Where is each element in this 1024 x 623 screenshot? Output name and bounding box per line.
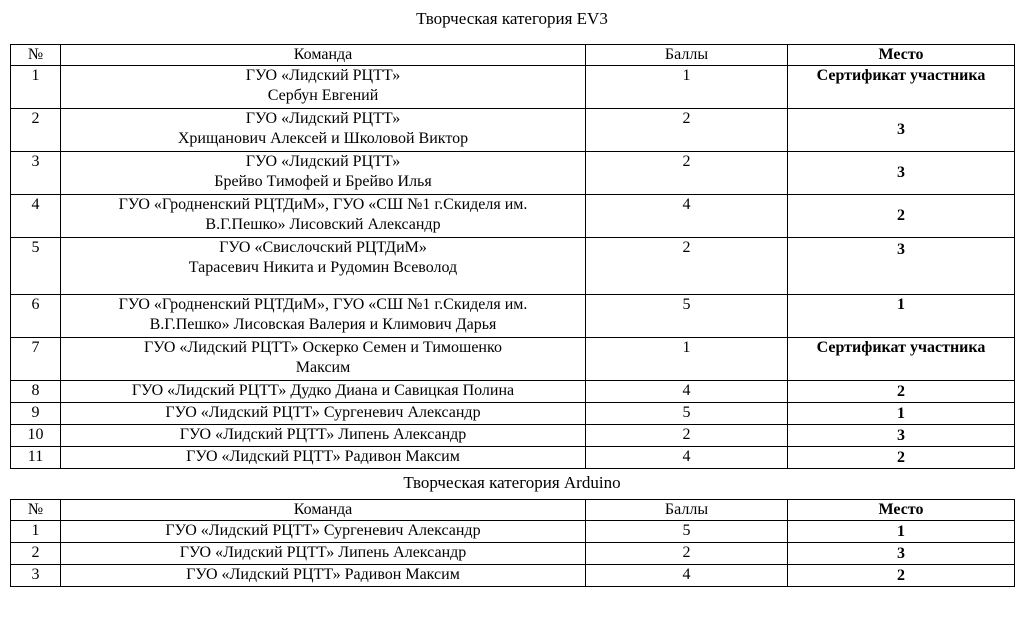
table-row — [11, 543, 1015, 565]
row-num: 1 — [11, 66, 61, 109]
row-team — [61, 521, 586, 543]
row-score: 5 — [586, 403, 788, 425]
row-place: 2 — [788, 195, 1015, 238]
team-line: ГУО «Свислочский РЦТДиМ» — [219, 239, 427, 256]
row-score: 4 — [586, 447, 788, 469]
row-place: 3 — [788, 238, 1015, 295]
row-num: 10 — [11, 425, 61, 447]
row-team — [61, 109, 586, 152]
row-num: 5 — [11, 238, 61, 295]
team-line: ГУО «Лидский РЦТТ» Сургеневич Александр — [165, 522, 481, 539]
table-row — [11, 403, 1015, 425]
team-line: ГУО «Лидский РЦТТ» Липень Александр — [179, 426, 467, 443]
header-team: Команда — [61, 45, 586, 66]
row-num: 4 — [11, 195, 61, 238]
row-score: 2 — [586, 238, 788, 295]
row-num: 2 — [11, 109, 61, 152]
row-team — [61, 295, 586, 338]
row-team — [61, 195, 586, 238]
row-team — [61, 565, 586, 587]
row-num: 3 — [11, 565, 61, 587]
row-team — [61, 338, 586, 381]
row-score: 2 — [586, 152, 788, 195]
row-score: 4 — [586, 381, 788, 403]
row-num: 2 — [11, 543, 61, 565]
document-page — [10, 6, 1014, 587]
table-row — [11, 425, 1015, 447]
row-score: 2 — [586, 109, 788, 152]
row-team — [61, 381, 586, 403]
row-place: 3 — [788, 425, 1015, 447]
row-place: 2 — [788, 381, 1015, 403]
row-place: 3 — [788, 109, 1015, 152]
team-line: ГУО «Гродненский РЦТДиМ», ГУО «СШ №1 г.Скиделя им. — [118, 196, 528, 213]
header-score: Баллы — [586, 500, 788, 521]
row-team — [61, 152, 586, 195]
row-num: 6 — [11, 295, 61, 338]
team-line: ГУО «Лидский РЦТТ» — [245, 153, 401, 170]
row-place: 1 — [788, 521, 1015, 543]
row-score: 4 — [586, 565, 788, 587]
table-row — [11, 381, 1015, 403]
header-num: № — [11, 45, 61, 66]
team-line: ГУО «Лидский РЦТТ» Дудко Диана и Савицкая Полина — [131, 382, 515, 399]
row-team — [61, 238, 586, 295]
row-team — [61, 66, 586, 109]
section-title-arduino: Творческая категория Arduino — [403, 473, 621, 492]
row-score: 1 — [586, 66, 788, 109]
row-score: 4 — [586, 195, 788, 238]
row-num: 11 — [11, 447, 61, 469]
row-num: 7 — [11, 338, 61, 381]
table-row — [11, 338, 1015, 381]
table-row — [11, 152, 1015, 195]
header-score: Баллы — [586, 45, 788, 66]
table-header-row — [11, 500, 1015, 521]
header-num: № — [11, 500, 61, 521]
table-row — [11, 66, 1015, 109]
row-score: 2 — [586, 425, 788, 447]
row-score: 1 — [586, 338, 788, 381]
team-line: Хрищанович Алексей и Школовой Виктор — [177, 130, 469, 147]
team-line: ГУО «Лидский РЦТТ» — [245, 67, 401, 84]
table-row — [11, 565, 1015, 587]
team-line: ГУО «Лидский РЦТТ» Радивон Максим — [186, 566, 460, 583]
row-num: 1 — [11, 521, 61, 543]
row-place: 2 — [788, 447, 1015, 469]
team-line: Максим — [295, 359, 351, 376]
row-place: 1 — [788, 403, 1015, 425]
row-place: 3 — [788, 543, 1015, 565]
team-line: ГУО «Лидский РЦТТ» Липень Александр — [179, 544, 467, 561]
row-score: 5 — [586, 295, 788, 338]
row-place: 3 — [788, 152, 1015, 195]
team-line: ГУО «Лидский РЦТТ» Оскерко Семен и Тимошенко — [144, 339, 502, 356]
row-place: 2 — [788, 565, 1015, 587]
table-row — [11, 195, 1015, 238]
table-row — [11, 238, 1015, 295]
row-num: 9 — [11, 403, 61, 425]
table-row — [11, 521, 1015, 543]
header-place: Место — [788, 45, 1015, 66]
row-team — [61, 543, 586, 565]
row-team — [61, 425, 586, 447]
team-line: ГУО «Гродненский РЦТДиМ», ГУО «СШ №1 г.Скиделя им. — [118, 296, 528, 313]
section-title-ev3: Творческая категория EV3 — [416, 9, 608, 28]
row-team — [61, 447, 586, 469]
results-table-ev3 — [10, 44, 1015, 469]
row-score: 2 — [586, 543, 788, 565]
table-row — [11, 109, 1015, 152]
row-score: 5 — [586, 521, 788, 543]
team-line: Тарасевич Никита и Рудомин Всеволод — [188, 259, 458, 276]
row-place: Сертификат участника — [788, 338, 1015, 381]
row-team — [61, 403, 586, 425]
team-line: Сербун Евгений — [267, 87, 379, 104]
team-line: ГУО «Лидский РЦТТ» Сургеневич Александр — [165, 404, 481, 421]
row-place: Сертификат участника — [788, 66, 1015, 109]
row-num: 8 — [11, 381, 61, 403]
row-place: 1 — [788, 295, 1015, 338]
team-line: ГУО «Лидский РЦТТ» Радивон Максим — [186, 448, 460, 465]
team-line: Брейво Тимофей и Брейво Илья — [214, 173, 432, 190]
results-table-arduino — [10, 499, 1015, 587]
row-num: 3 — [11, 152, 61, 195]
table-row — [11, 295, 1015, 338]
header-team: Команда — [61, 500, 586, 521]
team-line: ГУО «Лидский РЦТТ» — [245, 110, 401, 127]
team-line: В.Г.Пешко» Лисовская Валерия и Климович Дарья — [149, 316, 497, 333]
header-place: Место — [788, 500, 1015, 521]
table-row — [11, 447, 1015, 469]
team-line: В.Г.Пешко» Лисовский Александр — [205, 216, 441, 233]
table-header-row — [11, 45, 1015, 66]
